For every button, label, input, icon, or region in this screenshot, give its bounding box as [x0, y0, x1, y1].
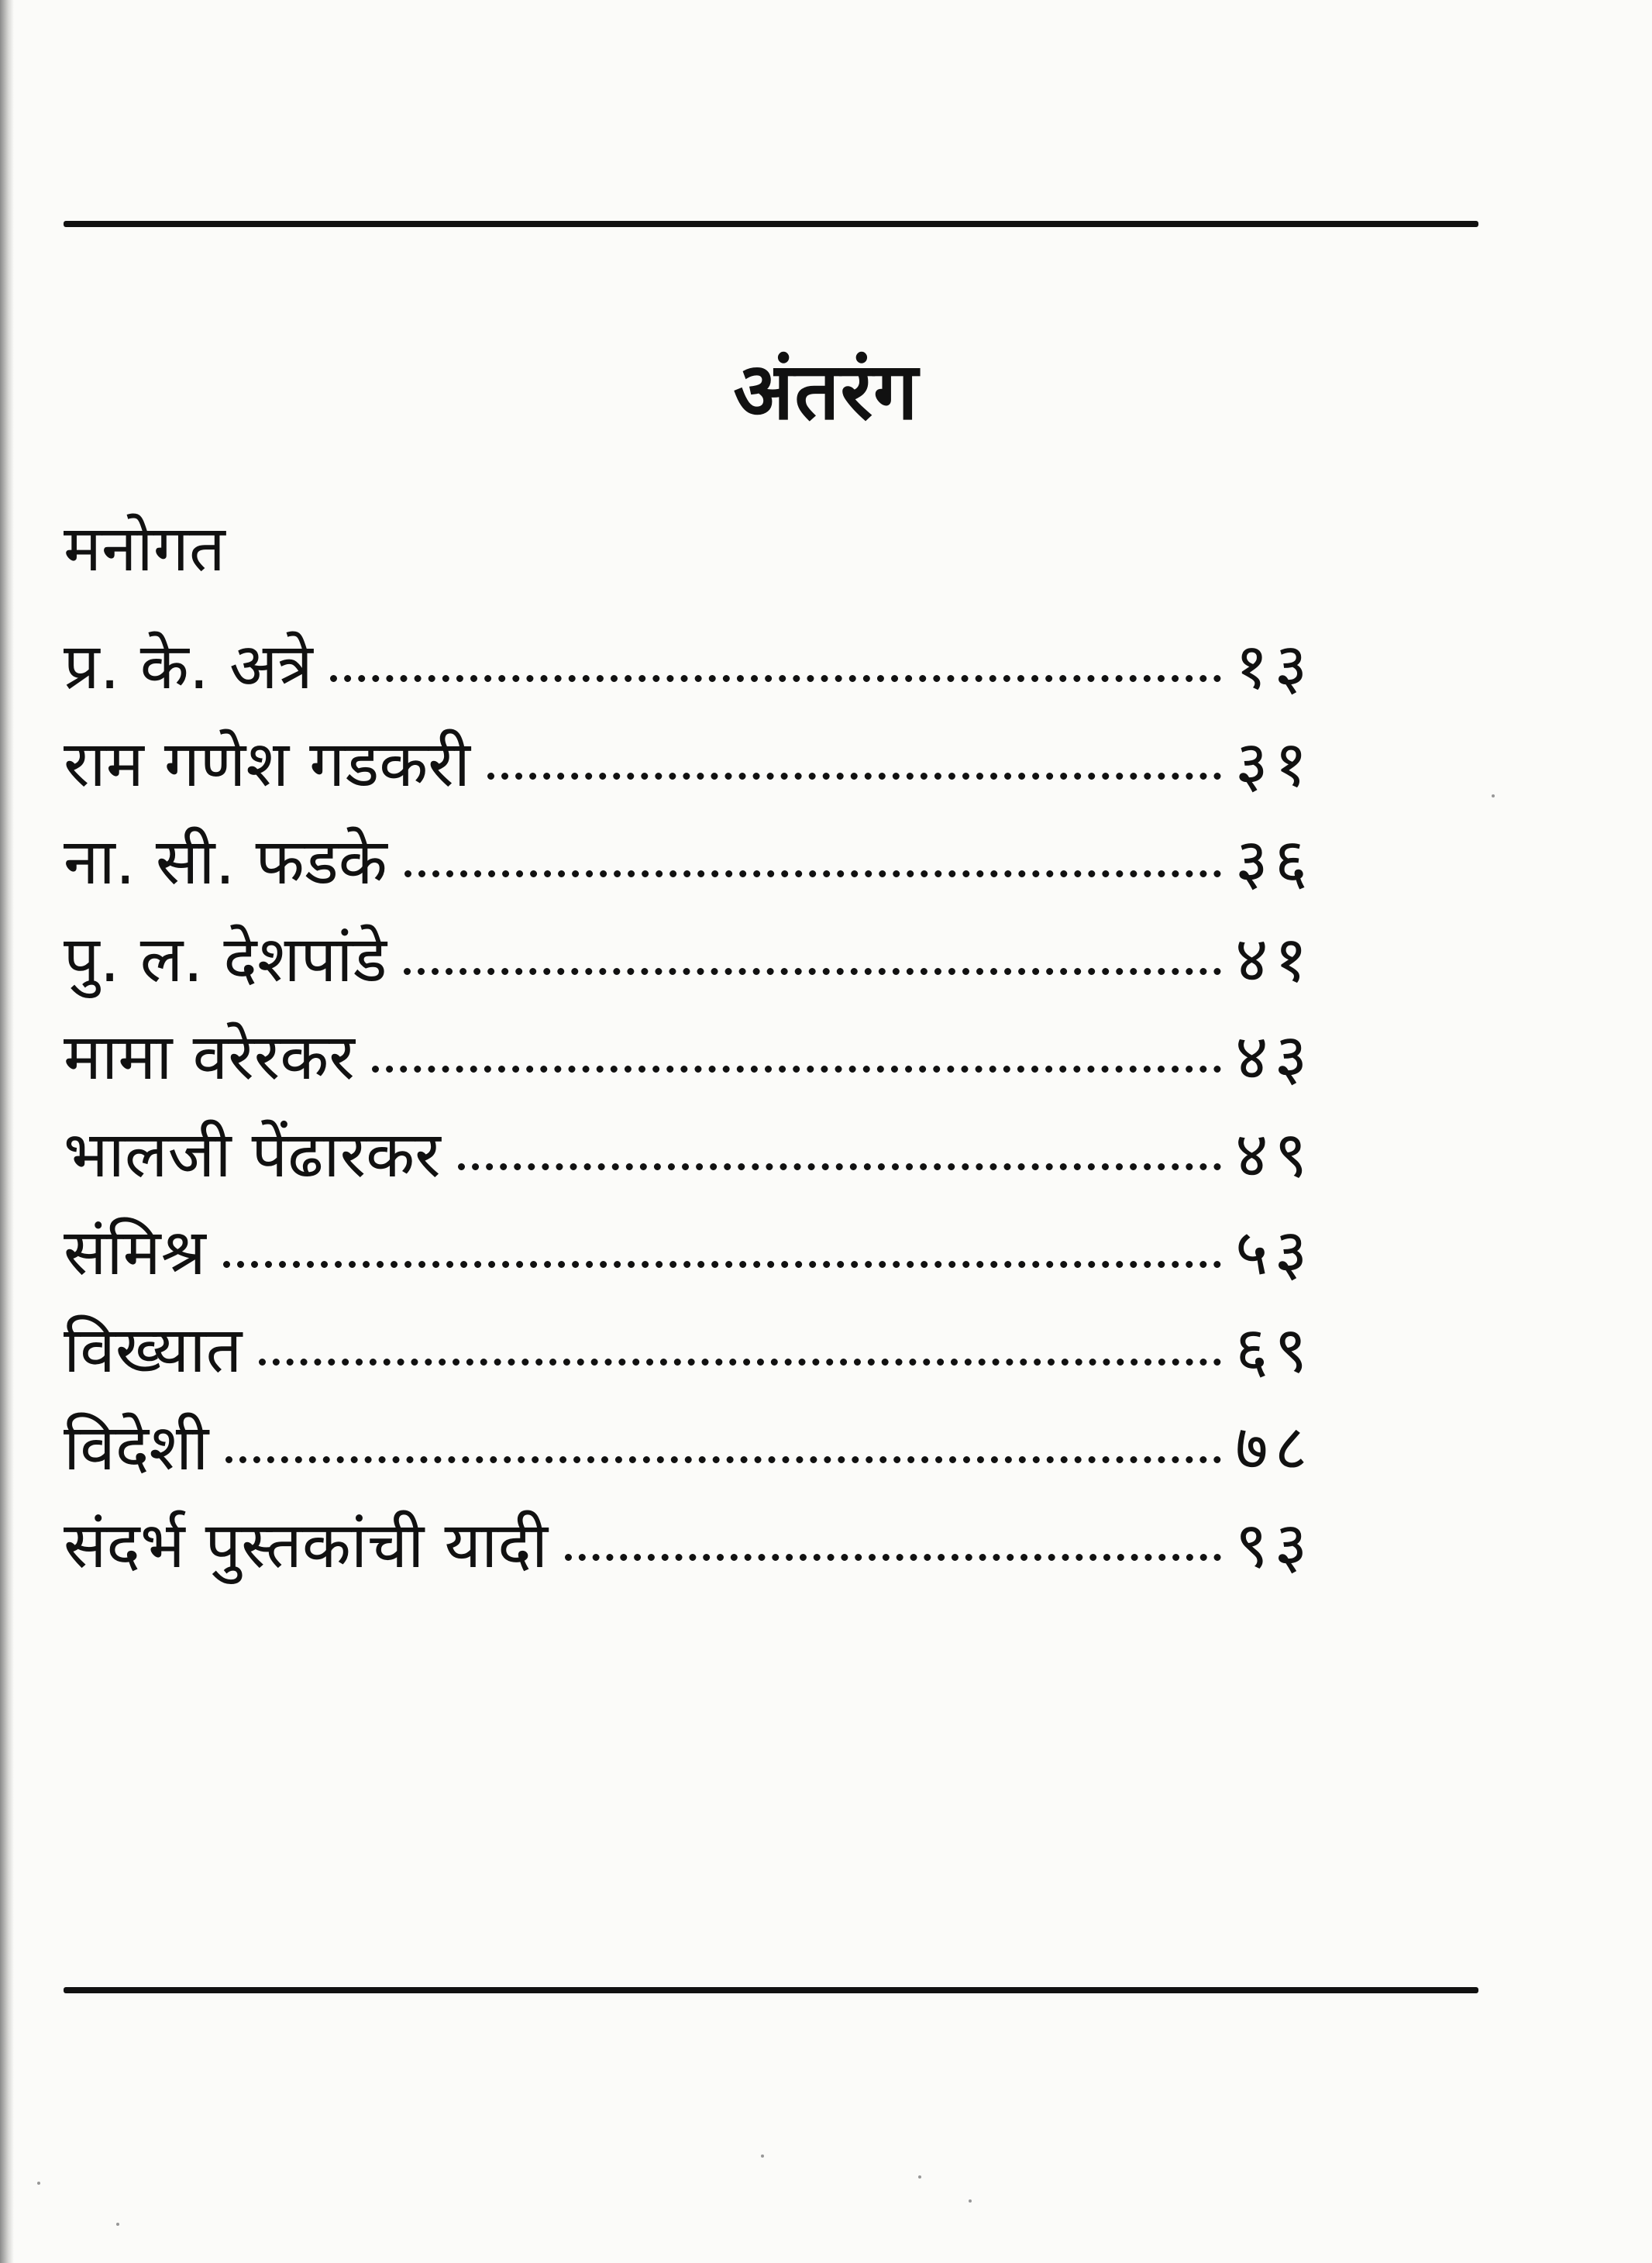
bottom-divider [64, 1987, 1478, 1993]
toc-page-number: ५३ [1235, 1216, 1314, 1290]
toc-entry-title: विदेशी [64, 1411, 209, 1485]
toc-page-number: ४३ [1235, 1021, 1314, 1094]
preface-heading: मनोगत [64, 512, 225, 586]
dot-leader [259, 1359, 1221, 1366]
toc-row [64, 1411, 1319, 1514]
toc-page-number: १३ [1235, 630, 1314, 704]
toc-row [64, 1509, 1319, 1612]
paper-speck [918, 2175, 921, 2179]
toc-row [64, 1118, 1319, 1221]
dot-leader [404, 968, 1221, 975]
toc-entry-title: संदर्भ पुस्तकांची यादी [64, 1509, 549, 1583]
paper-speck [969, 2199, 972, 2203]
dot-leader [225, 1456, 1221, 1463]
dot-leader [330, 675, 1221, 682]
dot-leader [487, 773, 1221, 780]
toc-row [64, 1314, 1319, 1417]
toc-entry-title: विख्यात [64, 1314, 243, 1387]
toc-page-number: ३६ [1235, 825, 1314, 899]
page-title: अंतरंग [733, 346, 919, 438]
toc-entry-title: संमिश्र [64, 1216, 206, 1290]
toc-row [64, 825, 1319, 928]
toc-page-number: ४१ [1235, 923, 1314, 997]
paper-speck [37, 2182, 40, 2185]
toc-row [64, 923, 1319, 1026]
paper-speck [116, 2223, 119, 2226]
dot-leader [223, 1261, 1221, 1268]
toc-row [64, 1021, 1319, 1124]
dot-leader [372, 1066, 1221, 1073]
dot-leader [404, 870, 1221, 877]
dot-leader [458, 1163, 1221, 1170]
toc-page-number: ९३ [1235, 1509, 1314, 1583]
toc-page-number: ३१ [1235, 728, 1314, 801]
toc-page-number: ४९ [1235, 1118, 1314, 1192]
toc-entry-title: मामा वरेरकर [64, 1021, 355, 1094]
toc-entry-title: पु. ल. देशपांडे [64, 923, 387, 997]
toc-entry-title: राम गणेश गडकरी [64, 728, 470, 801]
dot-leader [565, 1554, 1221, 1561]
table-of-contents [64, 630, 1319, 1612]
top-divider [64, 221, 1478, 227]
paper-speck [761, 2154, 764, 2158]
toc-row [64, 1216, 1319, 1319]
toc-row [64, 728, 1319, 831]
toc-entry-title: भालजी पेंढारकर [64, 1118, 441, 1192]
toc-entry-title: ना. सी. फडके [64, 825, 387, 899]
toc-page-number: ७८ [1235, 1411, 1314, 1485]
toc-entry-title: प्र. के. अत्रे [64, 630, 313, 704]
toc-page-number: ६९ [1235, 1314, 1314, 1387]
toc-row [64, 630, 1319, 733]
binding-edge [0, 0, 14, 2263]
paper-speck [1492, 794, 1495, 797]
